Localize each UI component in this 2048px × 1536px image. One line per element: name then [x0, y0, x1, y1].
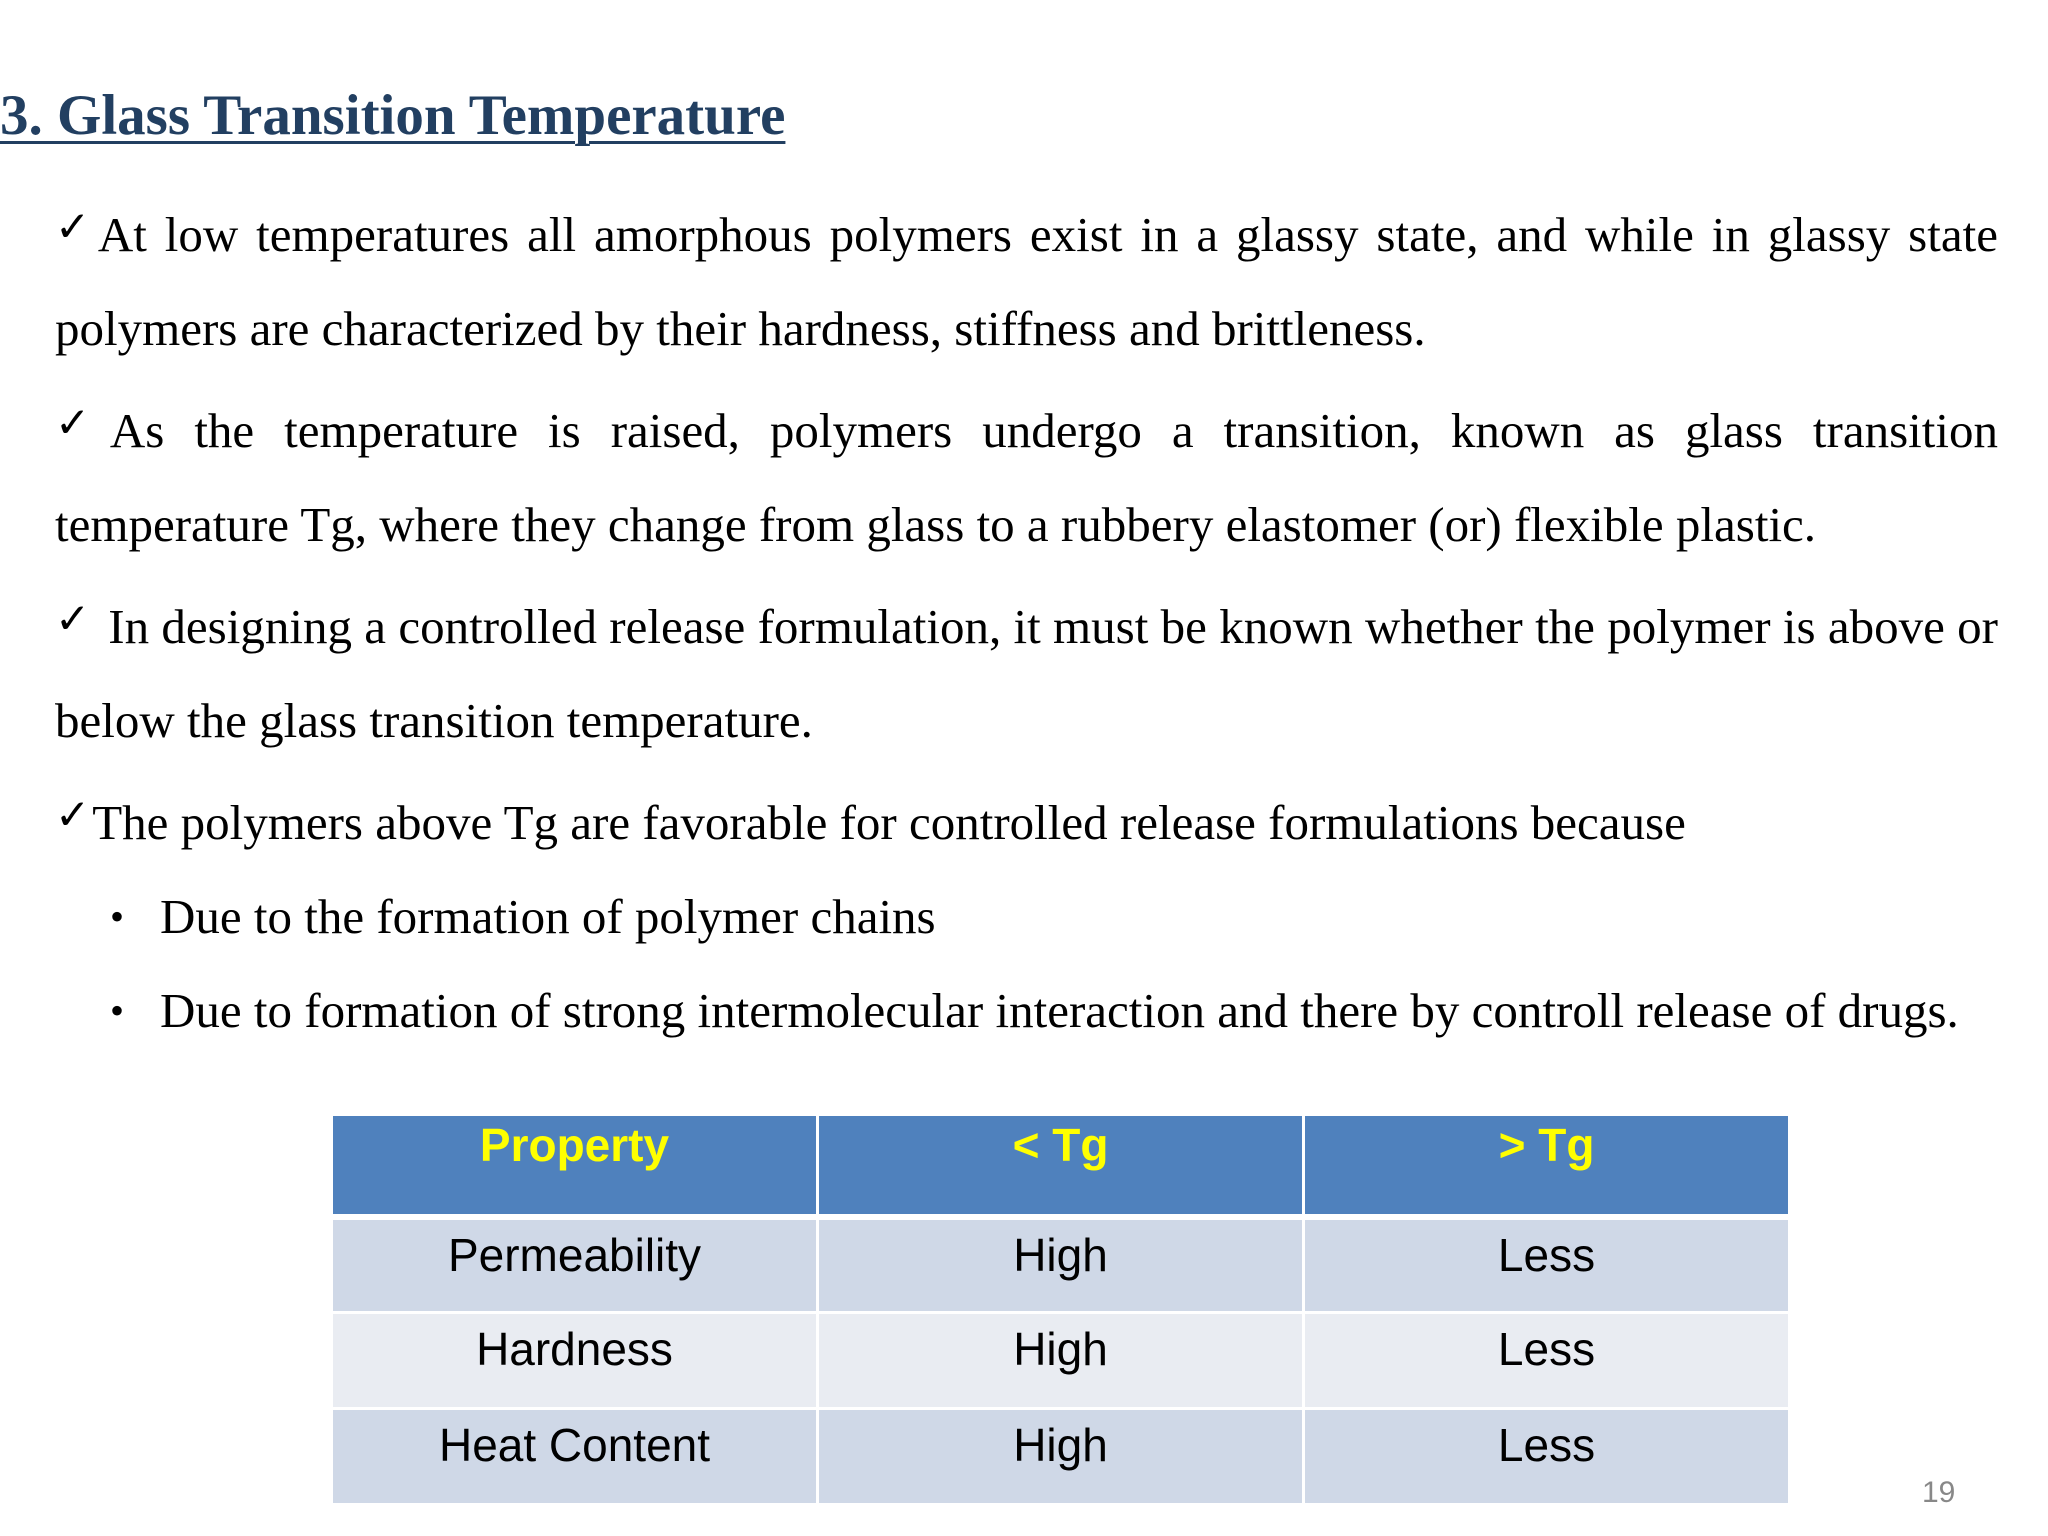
- slide-body: [55, 180, 1998, 1058]
- table-row: [332, 1409, 1790, 1505]
- checkmark-icon: ✓: [55, 790, 91, 839]
- header-property: Property: [332, 1115, 818, 1217]
- table-cell-above-tg: Less: [1304, 1409, 1790, 1505]
- header-above-tg: > Tg: [1304, 1115, 1790, 1217]
- check-point-4: [55, 768, 1998, 870]
- table-row: [332, 1313, 1790, 1409]
- header-below-tg: < Tg: [818, 1115, 1304, 1217]
- sub-point-list: [55, 870, 1998, 1058]
- check-point-3: [55, 572, 1998, 768]
- table-cell-property: Hardness: [332, 1313, 818, 1409]
- slide-title: 3. Glass Transition Temperature: [0, 84, 786, 147]
- check-point-text: At low temperatures all amorphous polymers exist in a glassy state, and while in glassy state polymers are characterized by their hardness, stiffness and brittleness.: [55, 207, 1998, 356]
- table-row: [332, 1217, 1790, 1313]
- sub-point-1: [110, 870, 1998, 964]
- tg-property-table: [330, 1113, 1791, 1506]
- table-cell-above-tg: Less: [1304, 1217, 1790, 1313]
- checkmark-icon: ✓: [55, 202, 96, 251]
- check-point-text: In designing a controlled release formulation, it must be known whether the polymer is above or below the glass transition temperature.: [55, 599, 1998, 748]
- table-cell-below-tg: High: [818, 1409, 1304, 1505]
- table-header-row: [332, 1115, 1790, 1217]
- table-cell-below-tg: High: [818, 1217, 1304, 1313]
- table-cell-below-tg: High: [818, 1313, 1304, 1409]
- page-number: 19: [1922, 1476, 1956, 1509]
- table-cell-above-tg: Less: [1304, 1313, 1790, 1409]
- sub-point-text: Due to formation of strong intermolecular interaction and there by controll release of drugs.: [160, 983, 1959, 1038]
- check-point-text: As the temperature is raised, polymers undergo a transition, known as glass transition temperature Tg, where they change from glass to a rubbery elastomer (or) flexible plastic.: [55, 403, 1998, 552]
- bullet-icon: •: [110, 894, 125, 939]
- checkmark-icon: ✓: [55, 398, 108, 447]
- bullet-icon: •: [110, 988, 125, 1033]
- check-point-2: [55, 376, 1998, 572]
- check-point-text: The polymers above Tg are favorable for controlled release formulations because: [92, 795, 1686, 850]
- sub-point-2: [110, 964, 1998, 1058]
- check-point-1: [55, 180, 1998, 376]
- table-cell-property: Heat Content: [332, 1409, 818, 1505]
- checkmark-icon: ✓: [55, 594, 91, 643]
- sub-point-text: Due to the formation of polymer chains: [160, 889, 936, 944]
- table-cell-property: Permeability: [332, 1217, 818, 1313]
